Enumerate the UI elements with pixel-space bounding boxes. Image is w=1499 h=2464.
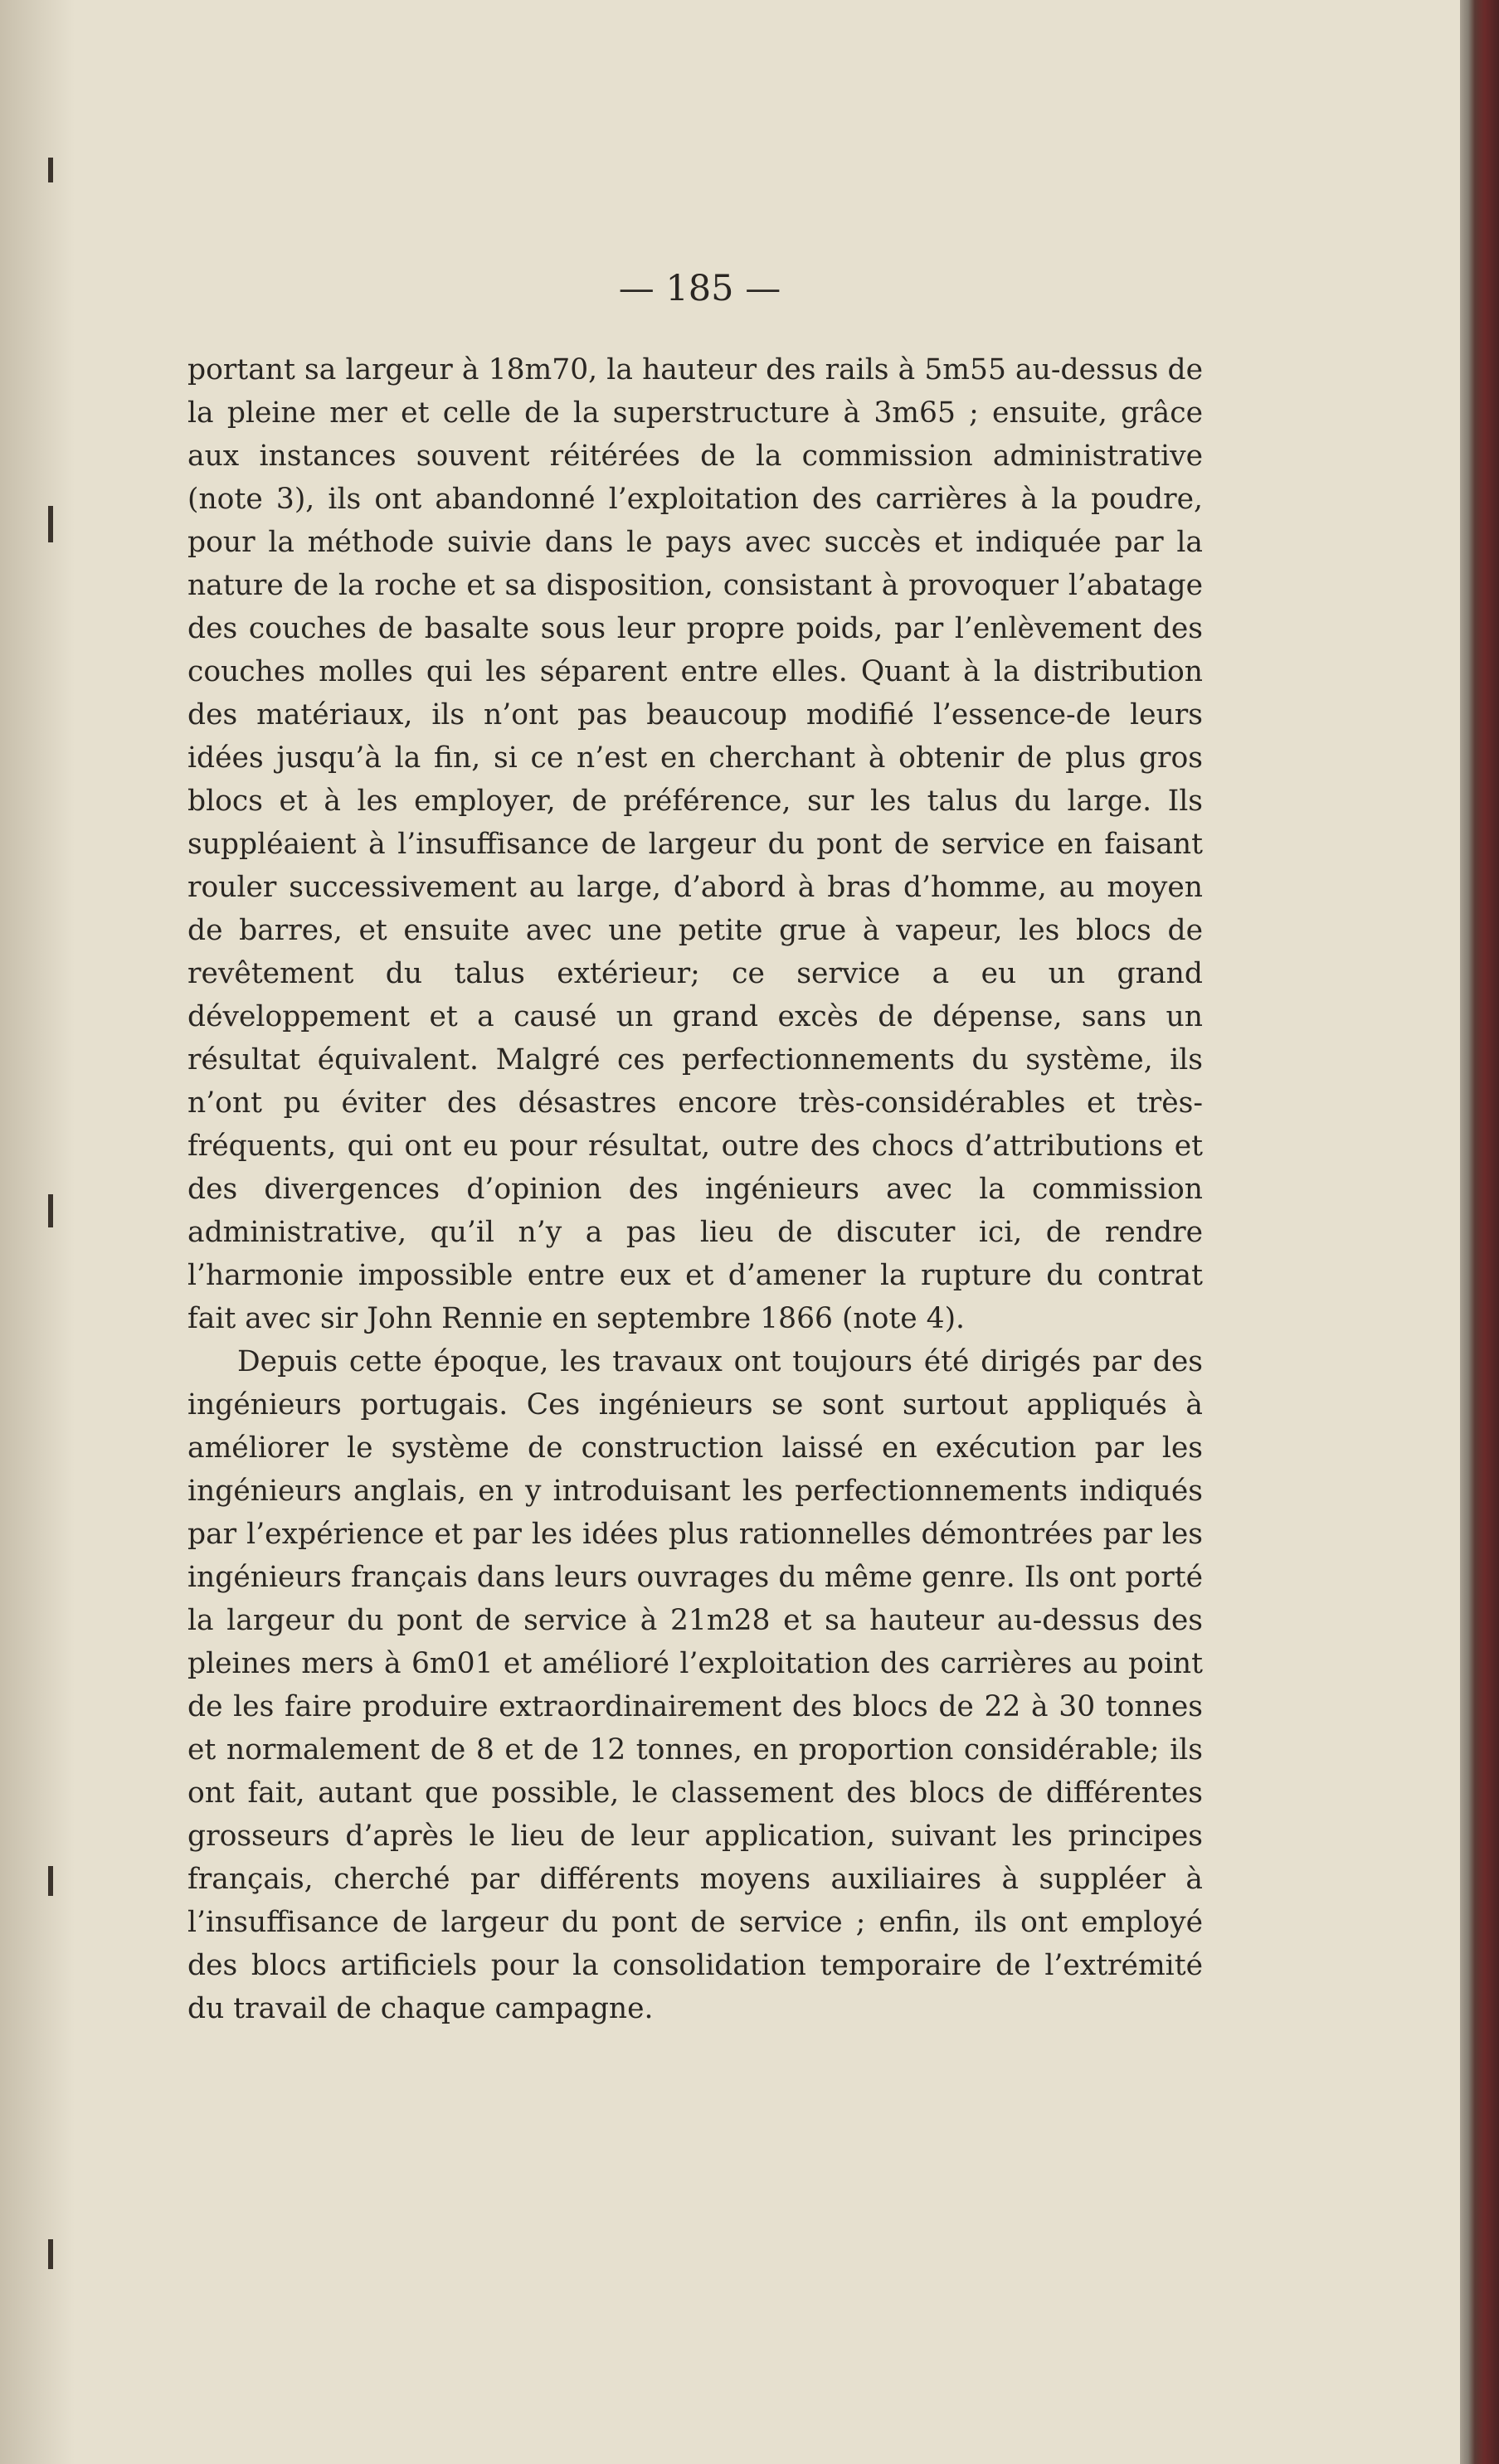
page-edge [1460, 0, 1499, 2464]
gutter-shadow [0, 0, 75, 2464]
page-number: — 185 — [618, 268, 781, 309]
paragraph-2: Depuis cette époque, les travaux ont toujours été dirigés par des ingénieurs portugais. Ces ingénieurs se sont surtout appliqués à améliorer le système de construction laissé en exécution par les ingénieurs anglais, en y introduisant les perfectionnements indiqués par l’expérience et par les idées plus rationnelles démontrées par les ingénieurs français dans leurs ouvrages du même genre. Ils ont porté la largeur du pont de service à 21m28 et sa hauteur au-dessus des pleines mers à 6m01 et amélioré l’exploitation des carrières au point de les faire produire extraordinairement des blocs de 22 à 30 tonnes et normalement de 8 et de 12 tonnes, en proportion considérable; ils ont fait, autant que possible, le classement des blocs de différentes grosseurs d’après le lieu de leur application, suivant les principes français, cherché par différents moyens auxiliaires à suppléer à l’insuffisance de largeur du pont de service ; enfin, ils ont employé des blocs artificiels pour la consolidation temporaire de l’extrémité du travail de chaque campagne. [187, 1345, 1203, 2025]
binding-mark [48, 2239, 53, 2269]
binding-mark [48, 1194, 53, 1227]
body-text [187, 348, 1203, 2030]
binding-mark [48, 506, 53, 542]
binding-mark [48, 158, 53, 182]
paragraph-1: portant sa largeur à 18m70, la hauteur des rails à 5m55 au-dessus de la pleine mer et celle de la superstructure à 3m65 ; ensuite, grâce aux instances souvent réitérées de la commission administrative (note 3), ils ont abandonné l’exploitation des carrières à la poudre, pour la méthode suivie dans le pays avec succès et indiquée par la nature de la roche et sa disposition, consistant à provoquer l’abatage des couches de basalte sous leur propre poids, par l’enlèvement des couches molles qui les séparent entre elles. Quant à la distribution des matériaux, ils n’ont pas beaucoup modifié l’essence-de leurs idées jusqu’à la fin, si ce n’est en cherchant à obtenir de plus gros blocs et à les employer, de préférence, sur les talus du large. Ils suppléaient à l’insuffisance de largeur du pont de service en faisant rouler successivement au large, d’abord à bras d’homme, au moyen de barres, et ensuite avec une petite grue à vapeur, les blocs de revêtement du talus extérieur; ce service a eu un grand développement et a causé un grand excès de dépense, sans un résultat équivalent. Malgré ces perfectionnements du système, ils n’ont pu éviter des désastres encore très-considérables et très-fréquents, qui ont eu pour résultat, outre des chocs d’attributions et des divergences d’opinion des ingénieurs avec la commission administrative, qu’il n’y a pas lieu de discuter ici, de rendre l’harmonie impossible entre eux et d’amener la rupture du contrat fait avec sir John Rennie en septembre 1866 (note 4). [187, 353, 1203, 1335]
binding-mark [48, 1866, 53, 1896]
